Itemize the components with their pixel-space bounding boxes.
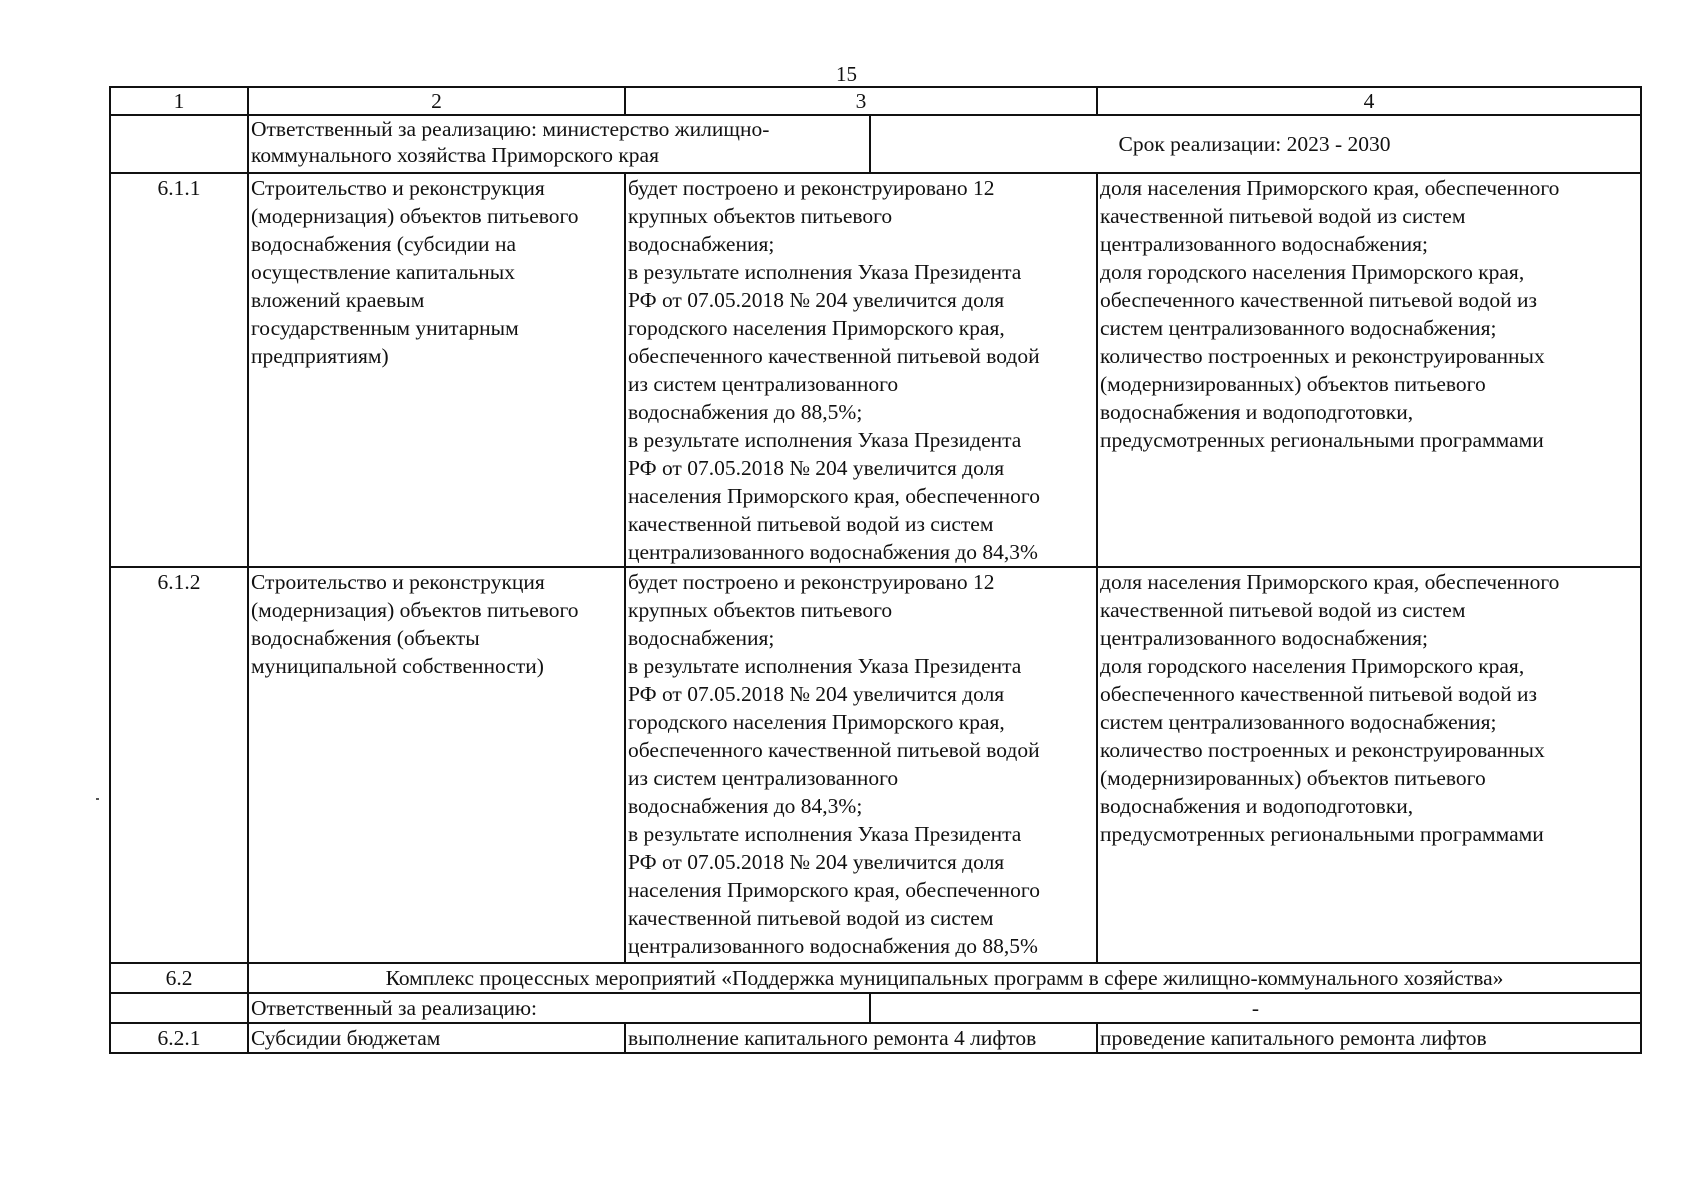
task-line: (модернизация) объектов питьевого: [251, 204, 579, 228]
responsible-label: Ответственный за реализацию:: [248, 993, 870, 1023]
page-number: 15: [836, 62, 857, 86]
result-line: качественной питьевой водой из систем: [628, 906, 994, 930]
responsible-row: [110, 993, 1641, 1023]
result-cell: [625, 173, 1097, 567]
implementation-term: Срок реализации: 2023 - 2030: [1118, 132, 1391, 156]
task-line: государственным унитарным: [251, 316, 519, 340]
indicator-cell: [1097, 173, 1641, 567]
row-number: 6.2.1: [110, 1023, 248, 1053]
indicator-cell: проведение капитального ремонта лифтов: [1097, 1023, 1641, 1053]
indicator-cell: [1097, 567, 1641, 963]
table-header-row: [110, 87, 1641, 115]
result-line: крупных объектов питьевого: [628, 598, 893, 622]
result-line: обеспеченного качественной питьевой водой: [628, 738, 1040, 762]
indicator-line: количество построенных и реконструированных: [1100, 738, 1545, 762]
result-line: из систем централизованного: [628, 766, 899, 790]
indicator-line: (модернизированных) объектов питьевого: [1100, 766, 1486, 790]
result-line: РФ от 07.05.2018 № 204 увеличится доля: [628, 850, 1005, 874]
result-cell: выполнение капитального ремонта 4 лифтов: [625, 1023, 1097, 1053]
indicator-line: доля населения Приморского края, обеспеченного: [1100, 570, 1560, 594]
implementation-term: -: [870, 993, 1641, 1023]
section-number: 6.2: [110, 963, 248, 993]
result-line: водоснабжения до 84,3%;: [628, 794, 863, 818]
result-line: в результате исполнения Указа Президента: [628, 822, 1022, 846]
section-title: Комплекс процессных мероприятий «Поддержка муниципальных программ в сфере жилищно-коммунального хозяйства»: [248, 963, 1641, 993]
task-line: Строительство и реконструкция: [251, 176, 545, 200]
result-line: водоснабжения;: [628, 232, 775, 256]
responsible-num-cell: [110, 115, 248, 173]
header-cell-3: 3: [625, 87, 1097, 115]
row-number: 6.1.2: [110, 567, 248, 963]
indicator-line: водоснабжения и водоподготовки,: [1100, 400, 1414, 424]
indicator-line: систем централизованного водоснабжения;: [1100, 710, 1497, 734]
result-line: централизованного водоснабжения до 84,3%: [628, 540, 1038, 564]
scan-dot-mark: [96, 798, 99, 800]
header-cell-4: 4: [1097, 87, 1641, 115]
task-line: Строительство и реконструкция: [251, 570, 545, 594]
responsible-label-line: коммунального хозяйства Приморского края: [251, 143, 659, 167]
task-cell: [248, 173, 625, 567]
indicator-line: доля населения Приморского края, обеспеченного: [1100, 176, 1560, 200]
result-line: городского населения Приморского края,: [628, 316, 1005, 340]
indicator-line: водоснабжения и водоподготовки,: [1100, 794, 1414, 818]
task-cell: Субсидии бюджетам: [248, 1023, 625, 1053]
indicator-line: предусмотренных региональными программами: [1100, 428, 1544, 452]
table-row: [110, 173, 1641, 567]
result-line: населения Приморского края, обеспеченного: [628, 484, 1040, 508]
result-line: водоснабжения;: [628, 626, 775, 650]
task-line: предприятиям): [251, 344, 389, 368]
result-line: качественной питьевой водой из систем: [628, 512, 994, 536]
indicator-line: количество построенных и реконструированных: [1100, 344, 1545, 368]
header-cell-1: 1: [110, 87, 248, 115]
task-cell: [248, 567, 625, 963]
result-line: РФ от 07.05.2018 № 204 увеличится доля: [628, 456, 1005, 480]
result-line: городского населения Приморского края,: [628, 710, 1005, 734]
section-row: [110, 963, 1641, 993]
task-line: муниципальной собственности): [251, 654, 544, 678]
indicator-line: предусмотренных региональными программами: [1100, 822, 1544, 846]
result-line: РФ от 07.05.2018 № 204 увеличится доля: [628, 682, 1005, 706]
indicator-line: централизованного водоснабжения;: [1100, 626, 1428, 650]
result-cell: [625, 567, 1097, 963]
table-row: [110, 567, 1641, 963]
indicator-line: доля городского населения Приморского края,: [1100, 260, 1525, 284]
task-line: (модернизация) объектов питьевого: [251, 598, 579, 622]
result-line: крупных объектов питьевого: [628, 204, 893, 228]
implementation-term-cell: [870, 115, 1641, 173]
result-line: в результате исполнения Указа Президента: [628, 260, 1022, 284]
result-line: РФ от 07.05.2018 № 204 увеличится доля: [628, 288, 1005, 312]
result-line: обеспеченного качественной питьевой водой: [628, 344, 1040, 368]
result-line: водоснабжения до 88,5%;: [628, 400, 863, 424]
indicator-line: систем централизованного водоснабжения;: [1100, 316, 1497, 340]
result-line: централизованного водоснабжения до 88,5%: [628, 934, 1038, 958]
responsible-label-cell: [248, 115, 870, 173]
indicator-line: централизованного водоснабжения;: [1100, 232, 1428, 256]
task-line: водоснабжения (объекты: [251, 626, 480, 650]
result-line: в результате исполнения Указа Президента: [628, 654, 1022, 678]
indicator-line: качественной питьевой водой из систем: [1100, 204, 1466, 228]
responsible-label-line: Ответственный за реализацию: министерство жилищно-: [251, 117, 770, 141]
responsible-row: [110, 115, 1641, 173]
result-line: населения Приморского края, обеспеченного: [628, 878, 1040, 902]
indicator-line: обеспеченного качественной питьевой водой из: [1100, 682, 1538, 706]
result-line: в результате исполнения Указа Президента: [628, 428, 1022, 452]
row-number: 6.1.1: [110, 173, 248, 567]
result-line: из систем централизованного: [628, 372, 899, 396]
indicator-line: доля городского населения Приморского края,: [1100, 654, 1525, 678]
indicator-line: обеспеченного качественной питьевой водой из: [1100, 288, 1538, 312]
header-cell-2: 2: [248, 87, 625, 115]
task-line: вложений краевым: [251, 288, 425, 312]
table-row: [110, 1023, 1641, 1053]
task-line: осуществление капитальных: [251, 260, 515, 284]
indicator-line: (модернизированных) объектов питьевого: [1100, 372, 1486, 396]
indicator-line: качественной питьевой водой из систем: [1100, 598, 1466, 622]
responsible-num-cell: [110, 993, 248, 1023]
task-line: водоснабжения (субсидии на: [251, 232, 516, 256]
measures-table: [109, 86, 1642, 1054]
result-line: будет построено и реконструировано 12: [628, 176, 995, 200]
result-line: будет построено и реконструировано 12: [628, 570, 995, 594]
